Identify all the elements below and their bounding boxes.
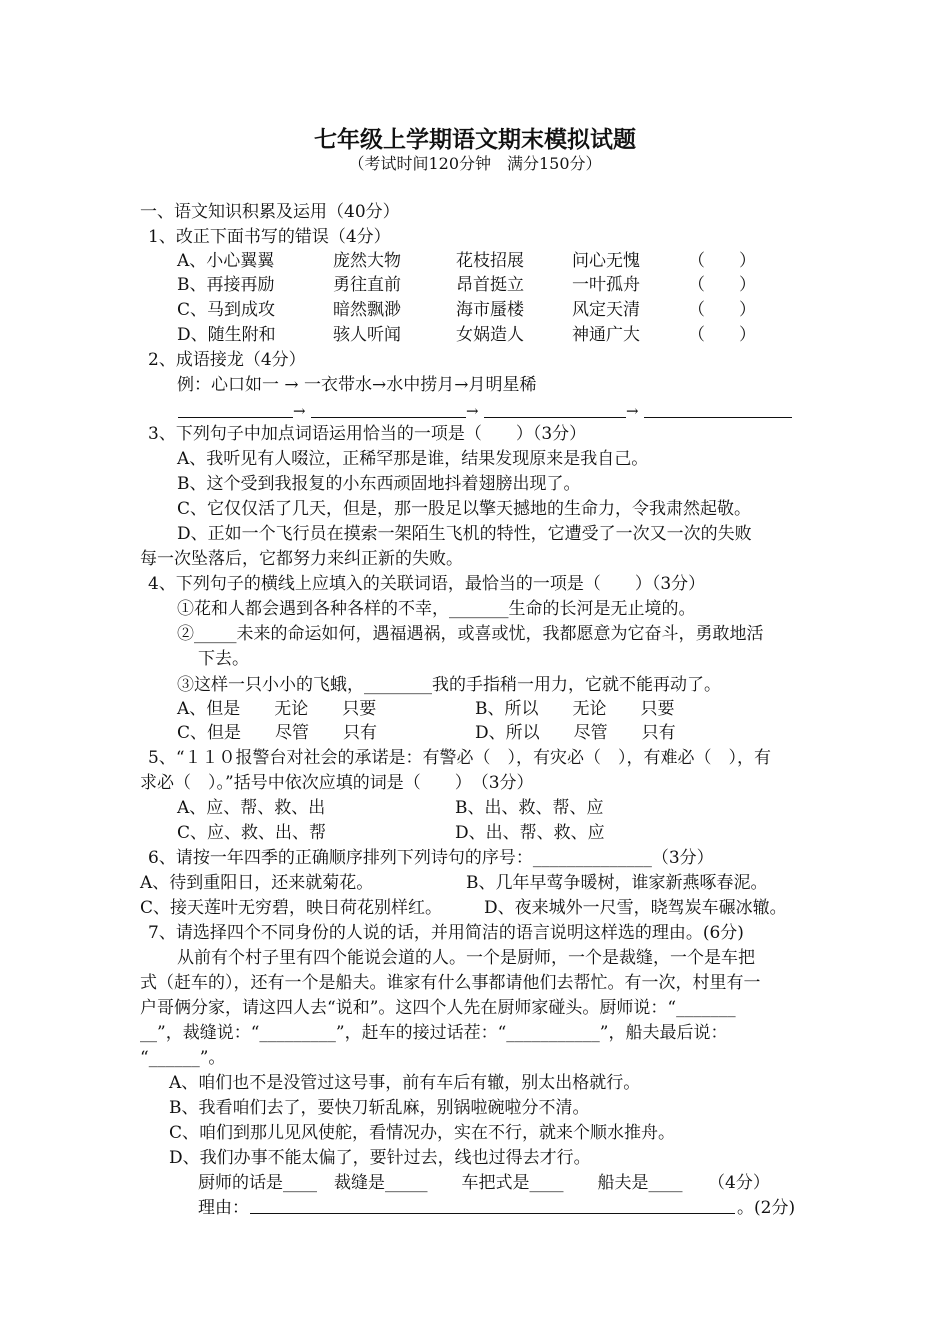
table-cell: 神通广大 — [572, 325, 640, 345]
question-2-example: 例：心口如一 → 一衣带水→水中捞月→月明星稀 — [177, 375, 537, 395]
option-d: D、我们办事不能太偏了，要针过去，线也过得去才行。 — [169, 1148, 591, 1168]
reason-points: 。(2分) — [737, 1198, 796, 1218]
passage-line: 户哥俩分家，请这四人去“说和”。这四个人先在厨师家碰头。厨师说：“_______ — [140, 998, 736, 1018]
question-5-stem-continued: 求必（ ）。”括号中依次应填的词是（ ） （3分） — [140, 773, 534, 793]
passage-line: 从前有个村子里有四个能说会道的人。一个是厨师，一个是裁缝，一个是车把 — [177, 948, 755, 968]
option-a: A、我听见有人啜泣，正稀罕那是谁，结果发现原来是我自己。 — [177, 449, 649, 469]
page-title: 七年级上学期语文期末模拟试题 — [314, 126, 636, 153]
option-b: B、所以 无论 只要 — [475, 699, 675, 719]
option-a: A、咱们也不是没管过这号事，前有车后有辙，别太出格就行。 — [169, 1073, 641, 1093]
table-cell: 勇往直前 — [333, 275, 401, 295]
poem-line-d: D、夜来城外一尺雪，晓驾炭车碾冰辙。 — [484, 898, 787, 918]
question-2-stem: 2、成语接龙（4分） — [148, 350, 306, 370]
option-d-continued: 每一次坠落后，它都努力来纠正新的失败。 — [140, 549, 463, 569]
table-cell: 花枝招展 — [456, 251, 524, 271]
option-b: B、这个受到我报复的小东西顽固地抖着翅膀出现了。 — [177, 474, 581, 494]
option-d: D、出、帮、救、应 — [455, 823, 605, 843]
option-b: B、我看咱们去了，要快刀斩乱麻，别锅啦碗啦分不清。 — [169, 1098, 590, 1118]
option-d: D、正如一个飞行员在摸索一架陌生飞机的特性，它遭受了一次又一次的失败 — [177, 524, 752, 544]
table-cell: 昂首挺立 — [456, 275, 524, 295]
option-c: C、它仅仅活了几天，但是，那一股足以擎天撼地的生命力，令我肃然起敬。 — [177, 499, 752, 519]
arrow-icon: → — [466, 402, 479, 420]
table-cell: C、马到成攻 — [177, 300, 276, 320]
table-cell: 海市蜃楼 — [456, 300, 524, 320]
question-1-stem: 1、改正下面书写的错误（4分） — [148, 227, 391, 247]
answer-bracket[interactable]: （ ） — [688, 300, 756, 320]
table-cell: B、再接再励 — [177, 275, 275, 295]
option-a: A、但是 无论 只要 — [177, 699, 377, 719]
table-cell: 一叶孤舟 — [572, 275, 640, 295]
passage-line: 式（赶车的），还有一个是船夫。谁家有什么事都请他们去帮忙。有一次，村里有一 — [140, 973, 761, 993]
answer-bracket[interactable]: （ ） — [688, 251, 756, 271]
option-c: C、咱们到那儿见风使舵，看情况办，实在不行，就来个顺水推舟。 — [169, 1123, 676, 1143]
question-3-stem: 3、下列句子中加点词语运用恰当的一项是（ ）（3分） — [148, 424, 587, 444]
table-cell: 风定天清 — [572, 300, 640, 320]
answer-blank[interactable] — [178, 417, 293, 418]
passage-line: “______”。 — [140, 1048, 226, 1068]
exam-info: （考试时间120分钟 满分150分） — [348, 154, 602, 173]
option-a: A、应、帮、救、出 — [177, 798, 326, 818]
answer-bracket[interactable]: （ ） — [688, 275, 756, 295]
reason-label: 理由： — [198, 1198, 249, 1218]
poem-line-c: C、接天莲叶无穷碧，映日荷花别样红。 — [140, 898, 443, 918]
question-6-stem: 6、请按一年四季的正确顺序排列下列诗句的序号：______________（3分） — [148, 848, 714, 868]
table-cell: 骇人听闻 — [333, 325, 401, 345]
passage-line: __”，裁缝说：“_________”，赶车的接过话茬：“___________”，船夫最后说： — [140, 1023, 728, 1043]
table-cell: A、小心翼翼 — [177, 251, 275, 271]
poem-line-a: A、待到重阳日，还来就菊花。 — [140, 873, 374, 893]
option-b: B、出、救、帮、应 — [455, 798, 604, 818]
table-cell: 问心无愧 — [572, 251, 640, 271]
section-heading: 一、语文知识积累及运用（40分） — [140, 202, 400, 222]
sentence-2-continued: 下去。 — [198, 649, 249, 669]
sentence-1: ①花和人都会遇到各种各样的不幸，_______生命的长河是无止境的。 — [177, 599, 696, 619]
poem-line-b: B、几年早莺争暖树，谁家新燕啄春泥。 — [466, 873, 768, 893]
answer-blank[interactable] — [311, 417, 466, 418]
question-7-stem: 7、请选择四个不同身份的人说的话，并用简洁的语言说明这样选的理由。(6分) — [148, 923, 744, 943]
reason-blank[interactable] — [250, 1213, 735, 1214]
question-5-stem: 5、“１１０报警台对社会的承诺是：有警必（ ），有灾必（ ），有难必（ ），有 — [148, 748, 772, 768]
arrow-icon: → — [293, 402, 306, 420]
arrow-icon: → — [626, 402, 639, 420]
table-cell: D、随生附和 — [177, 325, 276, 345]
table-cell: 女娲造人 — [456, 325, 524, 345]
table-cell: 庞然大物 — [333, 251, 401, 271]
answer-blank[interactable] — [644, 417, 792, 418]
option-c: C、但是 尽管 只有 — [177, 723, 378, 743]
question-4-stem: 4、下列句子的横线上应填入的关联词语，最恰当的一项是（ ）（3分） — [148, 574, 706, 594]
answer-blank[interactable] — [484, 417, 626, 418]
option-c: C、应、救、出、帮 — [177, 823, 327, 843]
option-d: D、所以 尽管 只有 — [475, 723, 676, 743]
answer-line: 厨师的话是____ 裁缝是_____ 车把式是____ 船夫是____ （4分） — [198, 1173, 770, 1193]
answer-bracket[interactable]: （ ） — [688, 325, 756, 345]
sentence-2: ②_____未来的命运如何，遇福遇祸，或喜或忧，我都愿意为它奋斗，勇敢地活 — [177, 624, 764, 644]
sentence-3: ③这样一只小小的飞蛾，________我的手指稍一用力，它就不能再动了。 — [177, 675, 721, 695]
table-cell: 暗然飘渺 — [333, 300, 401, 320]
